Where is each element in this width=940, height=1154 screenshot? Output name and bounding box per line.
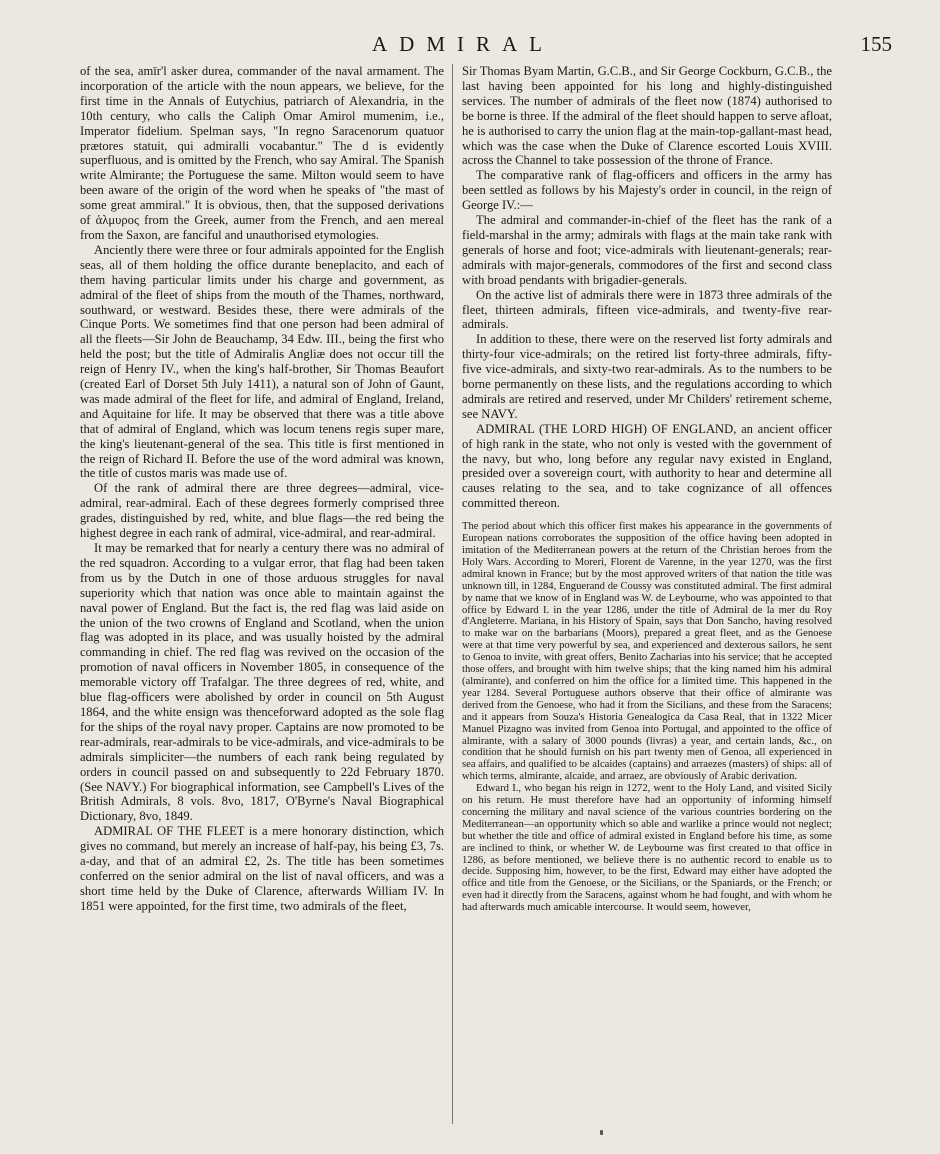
running-head [0, 32, 940, 62]
column-divider [452, 64, 453, 1124]
paragraph: The admiral and commander-in-chief of the fleet has the rank of a field-marshal in the army; admirals with flags at the main take rank with generals of horse and foot; vice-admirals with lieutenant-generals; rear-admirals with major-generals, commodores of the first and second class with broad pendants with brigadier-generals. [462, 213, 832, 287]
footnote-paragraph: Edward I., who began his reign in 1272, went to the Holy Land, and visited Sicily on his return. He must therefore have had an opportunity of informing himself concerning the military and naval science of the various countries bordering on the Mediterranean—an opportunity which so able and warlike a prince would not neglect; but whether the title and office of admiral existed in England before his time, as some are inclined to think, or whether W. de Leybourne was first created to that office in 1286, as before mentioned, we believe there is no authentic record to enable us to decide. Supposing him, however, to be the first, Edward may either have adopted the office and title from the Genoese, or the Sicilians, or the Spaniards, or the French; or even had it directly from the Saracens, against whom he had fought, and with whom he had afterwards much amicable intercourse. It would seem, however, [462, 783, 832, 914]
paragraph: ADMIRAL (THE LORD HIGH) OF ENGLAND, an ancient officer of high rank in the state, who not only is vested with the government of the navy, but who, long before any regular navy existed in England, presided over a sovereign court, with authority to hear and determine all causes relating to the sea, and to take cognizance of all offences committed thereon. [462, 421, 832, 511]
paragraph: In addition to these, there were on the reserved list forty admirals and thirty-four vice-admirals; on the retired list forty-three admirals, fifty-five vice-admirals, and sixty-two rear-admirals. As to the numbers to be borne permanently on these lists, and the regulations according to which admirals are retired and reserved, under Mr Childers' retirement scheme, see NAVY. [462, 332, 832, 421]
footnote-block [462, 521, 832, 914]
paragraph: of the sea, amīr'l asker durea, commander of the naval armament. The incorporation of the article with the noun appears, we believe, for the first time in the Annals of Eutychius, patriarch of Alexandria, in the 10th century, who calls the Caliph Omar Amirol mumenim, i.e., Imperator fidelium. Spelman says, "In regno Saracenorum quatuor prætores statuit, qui admiralli vocabantur." The d is evidently superfluous, and is omitted by the French, who say Amiral. The Spanish write Almirante; the Portuguese the same. Milton would seem to have been aware of the origin of the word when he speaks of "the mast of some great ammiral." It is obvious, then, that the supposed derivations of ἁλμυρος from the Greek, aumer from the French, and aen mereal from the Saxon, are fanciful and unauthorised etymologies. [80, 64, 444, 242]
footnote-paragraph: The period about which this officer first makes his appearance in the governments of European nations corroborates the supposition of the office having been adopted in imitation of the Mediterranean powers at the return of the Christian heroes from the Holy Wars. According to Moreri, Florent de Varenne, in the year 1270, was the first admiral known in France; but by the most approved writers of that nation the title was unknown till, in 1284, Enguerand de Coussy was constituted admiral. The first admiral by name that we know of in England was W. de Leybourne, who was appointed to that office by Edward I. in the year 1286, under the title of Admiral de la mer du Roy d'Angleterre. Mariana, in his History of Spain, says that Don Sancho, having resolved to make war on the barbarians (Moors), prepared a great fleet, and as the Genoese were at that time very powerful by sea, and experienced and dexterous sailors, he sent to Genoa to invite, with great offers, Benito Zacharias into his service; that he accepted those offers, and brought with him twelve ships; that the king named him his admiral (almirante), and conferred on him the office for a limited time. This happened in the year 1284. Several Portuguese authors observe that their office of almirante was derived from the Genoese, who had it from the Sicilians, and these from the Saracens; and it appears from Souza's Historia Genealogica da Casa Real, that in 1322 Micer Manuel Pizagno was invited from Genoa into Portugal, and appointed to the office of almirante, with a salary of 3000 pounds (livras) a year, and certain lands, &c., on condition that he should furnish on his part twenty men of Genoa, all experienced in sea affairs, and qualified to be alcaides (captains) and arraezes (masters) of ships: all of which terms, almirante, alcaide, and arraez, are obviously of Arabic derivation. [462, 521, 832, 783]
page-title: ADMIRAL [372, 32, 554, 56]
paragraph: Sir Thomas Byam Martin, G.C.B., and Sir George Cockburn, G.C.B., the last having been appointed for his long and highly-distinguished services. The number of admirals of the fleet now (1874) authorised to be borne is three. If the admiral of the fleet should happen to serve afloat, he is authorised to carry the union flag at the main-top-gallant-mast head, which was the case when the Duke of Clarence escorted Louis XVIII. across the Channel to take possession of the throne of France. [462, 64, 832, 168]
print-speck [600, 1130, 603, 1135]
page-number: 155 [860, 32, 892, 56]
paragraph: It may be remarked that for nearly a century there was no admiral of the red squadron. According to a vulgar error, that flag had been taken from us by the Dutch in one of those arduous struggles for naval superiority which that nation was once able to maintain against the naval power of England. But the fact is, the red flag was laid aside on the union of the two crowns of England and Scotland, when the union flag was adopted in its place, and was usually hoisted by the admiral commanding in chief. The red flag was revived on the occasion of the promotion of naval officers in November 1805, in consequence of the memorable victory off Trafalgar. The three degrees of red, white, and blue flag-officers were abolished by order in council on 5th August 1864, and the white ensign was thenceforward adopted as the sole flag for the ships of the royal navy proper. Captains are now promoted to be rear-admirals, rear-admirals to be vice-admirals, and vice-admirals to be admirals simpliciter—the numbers of each rank being regulated by orders in council passed on and subsequently to 22d February 1870. (See NAVY.) For biographical information, see Campbell's Lives of the British Admirals, 8 vols. 8vo, 1817, O'Byrne's Naval Biographical Dictionary, 8vo, 1849. [80, 541, 444, 824]
paragraph: On the active list of admirals there were in 1873 three admirals of the fleet, thirteen admirals, fifteen vice-admirals, and twenty-five rear-admirals. [462, 287, 832, 332]
paragraph: Of the rank of admiral there are three degrees—admiral, vice-admiral, rear-admiral. Each of these degrees formerly comprised three grades, distinguished by red, white, and blue flags—the red being the highest degree in each rank of admiral, vice-admiral, and rear-admiral. [80, 481, 444, 541]
left-column [80, 64, 444, 914]
paragraph: ADMIRAL OF THE FLEET is a mere honorary distinction, which gives no command, but merely an increase of half-pay, his being £3, 7s. a-day, and that of an admiral £2, 2s. The title has been sometimes conferred on the senior admiral on the list of naval officers, and was a short time held by the Duke of Clarence, afterwards William IV. In 1851 were appointed, for the first time, two admirals of the fleet, [80, 824, 444, 913]
paragraph: The comparative rank of flag-officers and officers in the army has been settled as follows by his Majesty's order in council, in the reign of George IV.:— [462, 168, 832, 213]
paragraph: Anciently there were three or four admirals appointed for the English seas, all of them holding the office durante beneplacito, and each of them having particular limits under his charge and government, as admiral of the fleet of ships from the mouth of the Thames, northward, southward, or westward. Besides these, there were admirals of the Cinque Ports. We sometimes find that one person had been admiral of all the fleets—Sir John de Beauchamp, 34 Edw. III., being the first who held the post; but the title of Admiralis Angliæ does not occur till the reign of Henry IV., when the king's half-brother, Sir Thomas Beaufort (created Earl of Dorset 5th July 1411), a natural son of John of Gaunt, was made admiral of the fleet for life, and admiral of England, Ireland, and Aquitaine for life. It may be observed that there was a title above that of admiral of England, which was locum tenens regis super mare, the king's lieutenant-general of the sea. This title is first mentioned in the reign of Richard II. Before the use of the word admiral was known, the title of custos maris was made use of. [80, 242, 444, 481]
right-column [462, 64, 832, 914]
